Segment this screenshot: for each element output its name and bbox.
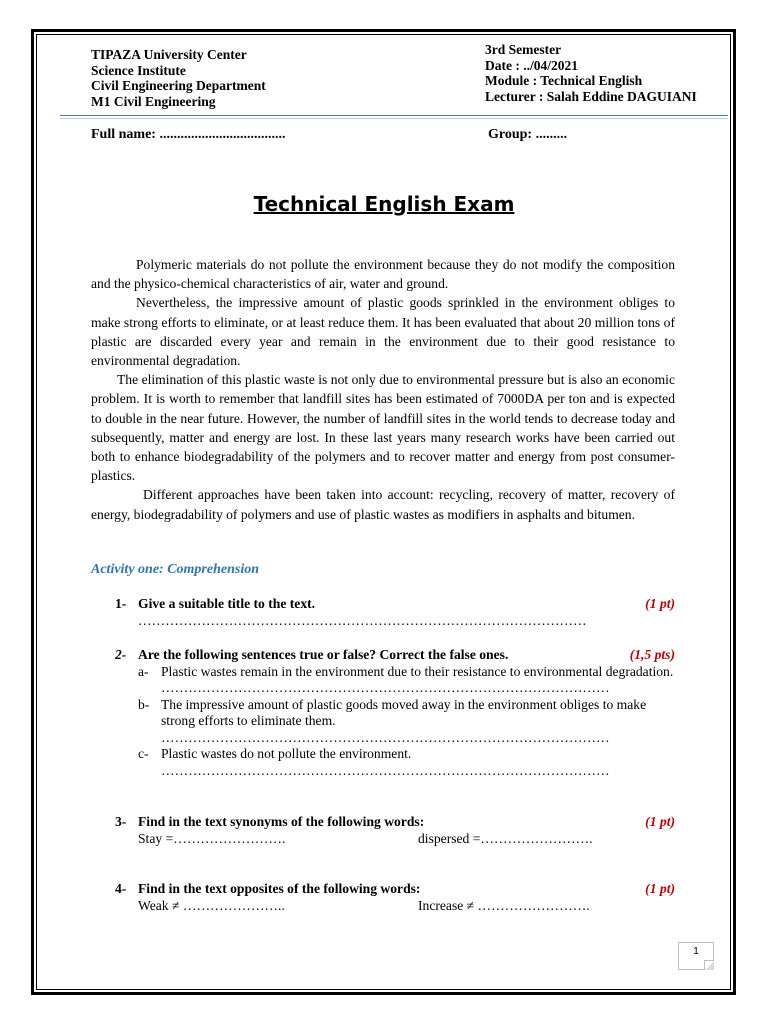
header-semester: 3rd Semester bbox=[485, 42, 562, 57]
page-fold-icon bbox=[704, 960, 714, 970]
paragraph-1: Polymeric materials do not pollute the environment because they do not modify the composition and the physico-chemical characteristics of air, water and ground. bbox=[91, 257, 675, 292]
header-divider bbox=[60, 115, 728, 116]
fullname-field[interactable]: Full name: .................................... bbox=[91, 127, 286, 142]
answer-line[interactable]: ……………………………………………………………………………………… bbox=[161, 680, 610, 695]
question-text: Find in the text opposites of the following words: bbox=[138, 881, 421, 896]
header-exam-info bbox=[485, 42, 697, 104]
statement-c bbox=[138, 746, 675, 763]
header-module: Module : Technical English bbox=[485, 73, 643, 88]
question-number: 2- bbox=[115, 647, 127, 662]
question-points: (1 pt) bbox=[645, 814, 675, 829]
reading-text bbox=[91, 255, 675, 524]
header-institution bbox=[91, 47, 266, 109]
statement-text: The impressive amount of plastic goods moved away in the environment obliges to make strong efforts to eliminate them. bbox=[161, 696, 647, 728]
question-points: (1,5 pts) bbox=[629, 647, 675, 662]
answer-weak[interactable]: Weak ≠ ………………….. bbox=[138, 897, 285, 913]
answer-increase[interactable]: Increase ≠ ……………………. bbox=[418, 897, 590, 913]
question-number: 1- bbox=[115, 596, 127, 611]
opposite-answers bbox=[138, 898, 675, 915]
statement-label: b- bbox=[138, 696, 150, 712]
paragraph-3: The elimination of this plastic waste is not only due to environmental pressure but is also an economic problem. It is worth to remember that landfill sites has been estimated of 7000DA per ton and is expected to double in the near future. However, the number of landfill sites in the world tends to decrease today and subsequently, matter and energy are lost. In these last years many research works have been carried out both to enhance biodegradability of the polymers and to recover matter and energy from post consumer- plastics. bbox=[91, 372, 675, 484]
statement-text: Plastic wastes remain in the environment due to their resistance to environmental degradation. bbox=[161, 663, 674, 679]
question-number: 4- bbox=[115, 881, 127, 896]
header-department: Civil Engineering Department bbox=[91, 78, 266, 93]
header-level: M1 Civil Engineering bbox=[91, 93, 216, 109]
question-number: 3- bbox=[115, 814, 127, 829]
synonym-answers bbox=[138, 831, 675, 848]
activity-heading: Activity one: Comprehension bbox=[91, 562, 259, 577]
group-field[interactable]: Group: ......... bbox=[488, 127, 568, 142]
header-institute: Science Institute bbox=[91, 62, 186, 78]
question-4 bbox=[115, 881, 675, 914]
header-lecturer: Lecturer : Salah Eddine DAGUIANI bbox=[485, 88, 697, 104]
page-number bbox=[678, 942, 714, 970]
question-2 bbox=[115, 647, 675, 779]
paragraph-2: Nevertheless, the impressive amount of plastic goods sprinkled in the environment obliges to make strong efforts to eliminate, or at least reduce them. It has been evaluated that about 20 million tons of plastic are discarded every year and remain in the environment due to their good resistance to environmental degradation. bbox=[91, 295, 675, 369]
statement-b bbox=[138, 697, 675, 730]
header-date: Date : ../04/2021 bbox=[485, 57, 578, 73]
question-text: Are the following sentences true or false? Correct the false ones. bbox=[138, 647, 509, 662]
header-university: TIPAZA University Center bbox=[91, 47, 247, 62]
answer-line[interactable]: ……………………………………………………………………………………… bbox=[161, 729, 610, 745]
question-text: Find in the text synonyms of the following words: bbox=[138, 814, 425, 829]
statement-label: a- bbox=[138, 663, 149, 679]
statement-text: Plastic wastes do not pollute the environment. bbox=[161, 746, 412, 761]
question-text: Give a suitable title to the text. bbox=[138, 596, 316, 611]
header-divider-shadow bbox=[60, 118, 728, 119]
statement-label: c- bbox=[138, 746, 149, 761]
question-3 bbox=[115, 814, 675, 847]
statement-a bbox=[138, 664, 675, 681]
question-points: (1 pt) bbox=[645, 596, 675, 611]
page-number-text: 1 bbox=[693, 946, 699, 957]
answer-line[interactable]: ……………………………………………………………………………………… bbox=[138, 612, 587, 628]
question-points: (1 pt) bbox=[645, 881, 675, 896]
answer-line[interactable]: ……………………………………………………………………………………… bbox=[161, 762, 610, 778]
question-1 bbox=[115, 596, 675, 629]
answer-dispersed[interactable]: dispersed =……………………. bbox=[418, 830, 593, 846]
exam-title: Technical English Exam bbox=[253, 192, 515, 216]
answer-stay[interactable]: Stay =……………………. bbox=[138, 830, 286, 846]
paragraph-4: Different approaches have been taken into account: recycling, recovery of matter, recovery of energy, biodegradability of polymers and use of plastic wastes as modifiers in asphalts and bitumen. bbox=[91, 487, 675, 522]
